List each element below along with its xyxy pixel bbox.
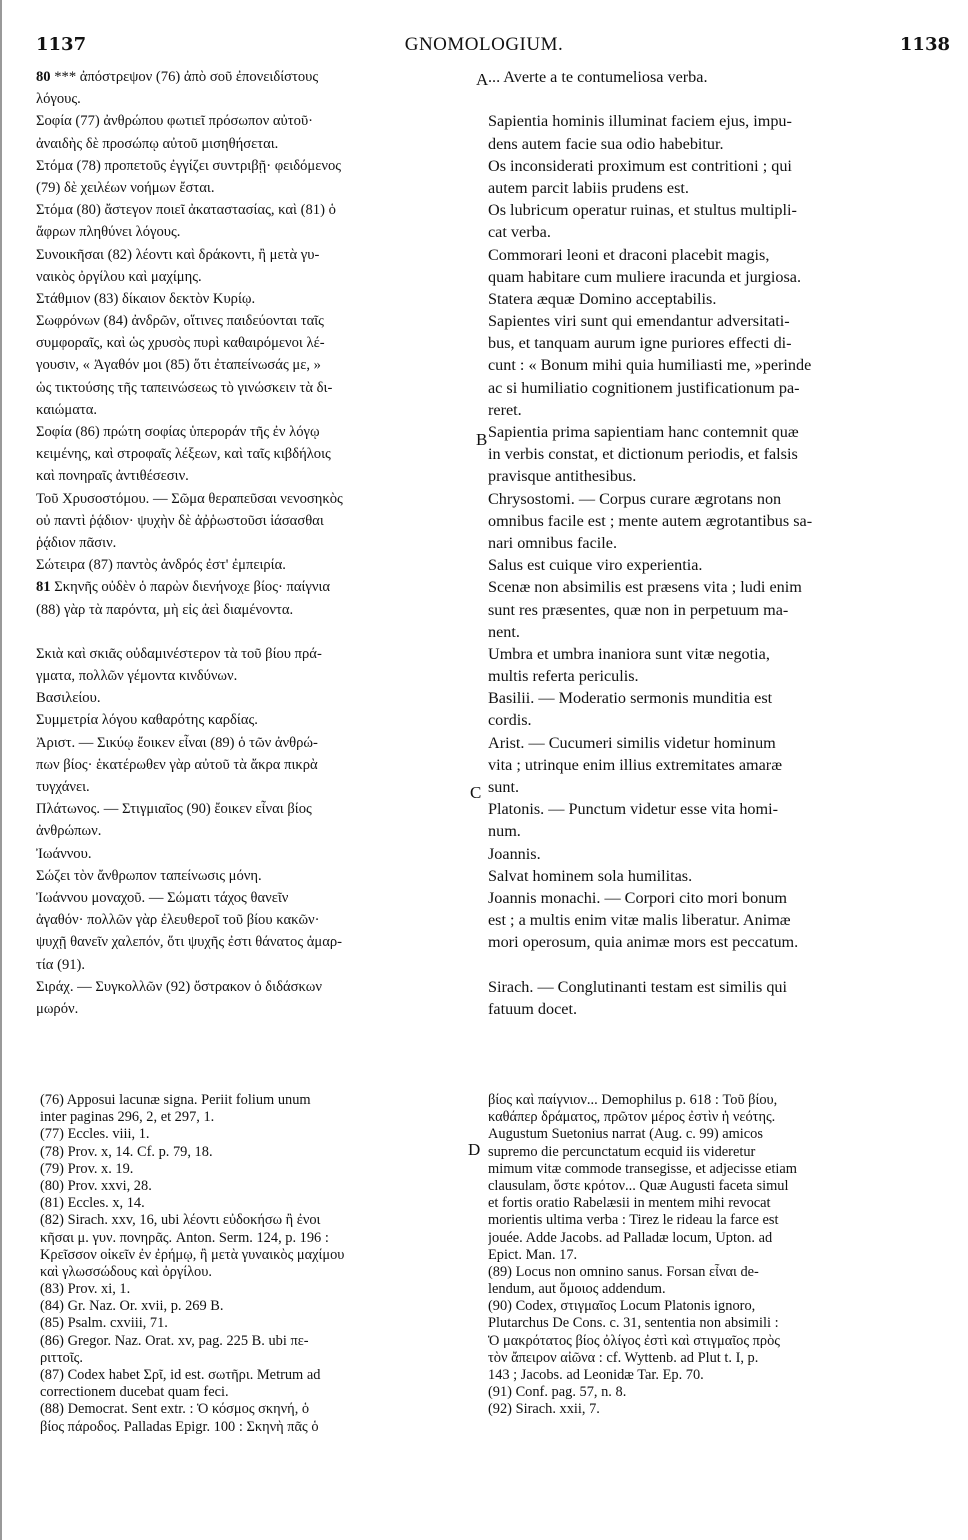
footnote-line: (84) Gr. Naz. Or. xvii, p. 269 B. xyxy=(40,1298,224,1315)
footnote-line: καθάπερ δράματος, πρῶτον μέρος ἐστὶν ἡ νεότης. xyxy=(488,1109,776,1126)
greek-text-line: (79) δὲ χειλέων νοήμων ἔσται. xyxy=(36,179,215,196)
greek-text-line: Σοφία (77) ἀνθρώπου φωτιεῖ πρόσωπον αὐτοῦ· xyxy=(36,113,314,130)
latin-text-line: fatuum docet. xyxy=(488,999,577,1018)
greek-text-line: ἄφρων πληθύνει λόγους. xyxy=(36,224,181,241)
greek-text-line: Στάθμιον (83) δίκαιον δεκτὸν Κυρίῳ. xyxy=(36,290,256,307)
greek-text-line: Βασιλείου. xyxy=(36,690,101,707)
margin-marker-d: D xyxy=(468,1140,481,1159)
greek-text-line: καὶ πονηραῖς ἀντιθέσεσιν. xyxy=(36,468,189,485)
greek-text-line: Σκιὰ καὶ σκιᾶς οὐδαμινέστερον τὰ τοῦ βίου πρά- xyxy=(36,645,322,662)
latin-text-line xyxy=(488,954,924,976)
latin-text-line: num. xyxy=(488,822,521,841)
footnote-line: mimum vitæ commode transegisse, et adjecisse etiam xyxy=(488,1160,797,1177)
greek-text-line: συμφοραῖς, καὶ ὡς χρυσὸς πυρὶ καθαιρόμενοι λέ- xyxy=(36,335,325,352)
footnote-line: supremo die percunctatum ecquid iis videretur xyxy=(488,1143,756,1160)
latin-text-line: Basilii. — Moderatio sermonis munditia est xyxy=(488,689,773,708)
latin-text-line: omnibus facile est ; mente autem ægrotantibus sa- xyxy=(488,511,813,530)
latin-text-line: bus, et tanquam aurum igne puriores effecti di- xyxy=(488,334,792,353)
latin-text-line: Chrysostomi. — Corpus curare ægrotans non xyxy=(488,489,782,508)
greek-text-line: κειμένης, καὶ στροφαῖς λέξεων, καὶ ταῖς κιβδήλοις xyxy=(36,446,331,463)
latin-text-line: nari omnibus facile. xyxy=(488,533,618,552)
footnote-line: (83) Prov. xi, 1. xyxy=(40,1281,131,1298)
latin-text-line: Arist. — Cucumeri similis videtur hominum xyxy=(488,733,776,752)
latin-text-line: Umbra et umbra inaniora sunt vitæ negotia, xyxy=(488,644,770,663)
greek-text-line: μωρόν. xyxy=(36,1000,79,1017)
greek-text-line: ναικὸς ὀργίλου καὶ μαχίμης. xyxy=(36,268,202,285)
footnote-line: κῆσαι μ. γυν. πονηρᾶς. Anton. Serm. 124, p. 196 : xyxy=(40,1229,329,1246)
latin-text-line: Commorari leoni et draconi placebit magis, xyxy=(488,245,770,264)
footnote-line: jouée. Adde Jacobs. ad Palladæ locum, Upton. ad xyxy=(488,1229,773,1246)
greek-text-line: καιώματα. xyxy=(36,401,98,418)
footnote-line: βίος καὶ παίγνιον... Demophilus p. 618 : Τοῦ βίου, xyxy=(488,1092,778,1108)
footnote-line: inter paginas 296, 2, et 297, 1. xyxy=(40,1109,215,1126)
greek-text-line: Συμμετρία λόγου καθαρότης καρδίας. xyxy=(36,712,258,729)
footnote-line: (92) Sirach. xxii, 7. xyxy=(488,1401,600,1418)
latin-text-line: ac si humiliatio cognitionem justificationum pa- xyxy=(488,378,800,397)
greek-text-line: ἀναιδὴς δὲ προσώπῳ αὐτοῦ μισηθήσεται. xyxy=(36,135,279,152)
greek-text-line: Πλάτωνος. — Στιγμιαῖος (90) ἔοικεν εἶναι βίος xyxy=(36,801,312,818)
latin-text-line: in verbis constat, et dictionum periodis, et falsis xyxy=(488,445,798,464)
greek-text-line: Ἰωάννου μοναχοῦ. — Σώματι τάχος θανεῖν xyxy=(36,889,289,906)
latin-text-line: cordis. xyxy=(488,711,532,730)
greek-text-line: Στόμα (78) προπετοῦς ἐγγίζει συντριβῇ· φειδόμενος xyxy=(36,157,342,174)
greek-text-line: Σοφία (86) πρώτη σοφίας ὑπεροράν τῆς ἐν λόγῳ xyxy=(36,424,320,440)
greek-text-line: ὡς τικτούσης τῆς ταπεινώσεως τὸ γινώσκειν τὰ δι- xyxy=(36,379,333,396)
page-edge-line xyxy=(0,0,2,1540)
footnote-line: (87) Codex habet Σρῖ, id est. σωτῆρι. Metrum ad xyxy=(40,1367,321,1383)
footnote-line: lendum, aut ὅμοιος addendum. xyxy=(488,1281,666,1298)
greek-text-line: Συνοικῆσαι (82) λέοντι καὶ δράκοντι, ἢ μετὰ γυ- xyxy=(36,246,320,263)
footnote-line: (81) Eccles. x, 14. xyxy=(40,1195,145,1212)
greek-text-line: ψυχῇ θανεῖν χαλεπόν, ὅτι ψυχῆς ἐστι θάνατος ἁμαρ- xyxy=(36,934,343,951)
greek-text-line: 81 Σκηνῆς οὐδὲν ὁ παρὼν διενήνοχε βίος· παίγνια xyxy=(36,579,331,596)
greek-text-line: 80 *** ἀπόστρεψον (76) ἀπὸ σοῦ ἐπονειδίστους xyxy=(36,69,319,85)
latin-text-line: vita ; utrinque enim illius extremitates amaræ xyxy=(488,755,782,774)
footnote-line: βίος πάροδος. Palladas Epigr. 100 : Σκηνὴ πᾶς ὁ xyxy=(40,1418,319,1435)
latin-text-line: dens autem facie sua odio habebitur. xyxy=(488,134,724,153)
latin-text-line: Scenæ non absimilis est præsens vita ; ludi enim xyxy=(488,578,802,597)
footnote-line: (78) Prov. x, 14. Cf. p. 79, 18. xyxy=(40,1143,213,1160)
footnote-line: Ὁ μακρότατος βίος ὀλίγος ἐστὶ καὶ στιγμαῖος πρὸς xyxy=(488,1332,780,1349)
greek-text-line: γματα, πολλῶν γέμοντα κινδύνων. xyxy=(36,668,238,685)
footnote-line: καὶ γλωσσώδους καὶ ὀργίλου. xyxy=(40,1263,212,1280)
footnote-line: (76) Apposui lacunæ signa. Periit folium unum xyxy=(40,1092,311,1108)
latin-text-line: cunt : « Bonum mihi quia humiliasti me, »perinde xyxy=(488,356,812,375)
latin-text-line: cat verba. xyxy=(488,223,551,242)
latin-text-line: Statera æquæ Domino acceptabilis. xyxy=(488,289,717,308)
latin-text-line: sunt. xyxy=(488,778,520,796)
footnote-line: Augustum Suetonius narrat (Aug. c. 99) amicos xyxy=(488,1126,763,1143)
page-number-right: 1138 xyxy=(899,34,950,55)
latin-text-line: est ; a multis enim vitæ malis liberatur. Animæ xyxy=(488,911,791,930)
margin-marker-b: B xyxy=(476,430,488,449)
latin-text-line: sunt res præsentes, quæ non in perpetuum ma- xyxy=(488,600,789,619)
latin-text-line: Sapientia prima sapientiam hanc contemnit quæ xyxy=(488,423,799,441)
footnote-line: correctionem ducebat quam feci. xyxy=(40,1384,229,1401)
greek-text-line: Σώτειρα (87) παντὸς ἀνδρός ἐστ' ἐμπειρία. xyxy=(36,557,286,574)
running-title: GNOMOLOGIUM. xyxy=(404,34,564,55)
section-number: 81 xyxy=(36,579,51,596)
footnotes-right xyxy=(488,1092,924,1419)
latin-text-line: Salus est cuique viro experientia. xyxy=(488,556,703,575)
latin-text-line: Joannis monachi. — Corpori cito mori bonum xyxy=(488,888,787,907)
footnote-line: (91) Conf. pag. 57, n. 8. xyxy=(488,1384,627,1401)
greek-text-line: τία (91). xyxy=(36,956,86,973)
footnote-line: morientis ultima verba : Tirez le rideau la farce est xyxy=(488,1212,779,1229)
footnote-line: (85) Psalm. cxviii, 71. xyxy=(40,1315,168,1332)
footnote-line: (89) Locus non omnino sanus. Forsan εἶναι de- xyxy=(488,1263,759,1280)
latin-text-line: mori operosum, quia animæ mors est peccatum. xyxy=(488,933,799,952)
footnote-line: (86) Gregor. Naz. Orat. xv, pag. 225 B. ubi πε- xyxy=(40,1332,309,1349)
latin-text-line: Sapientia hominis illuminat faciem ejus, impu- xyxy=(488,112,792,131)
greek-text-line: τυγχάνει. xyxy=(36,779,90,795)
latin-text-line: Platonis. — Punctum videtur esse vita homi- xyxy=(488,800,778,819)
greek-text-line: ἀγαθόν· πολλῶν γὰρ ἐλευθεροῖ τοῦ βίου κακῶν· xyxy=(36,912,320,929)
footnote-line: (80) Prov. xxvi, 28. xyxy=(40,1177,152,1194)
greek-text-line: Σώζει τὸν ἄνθρωπον ταπείνωσις μόνη. xyxy=(36,867,262,884)
footnote-line: (77) Eccles. viii, 1. xyxy=(40,1126,150,1143)
footnote-line: clausulam, ὅστε κρότον... Quæ Augusti faceta simul xyxy=(488,1177,789,1194)
greek-text-line: πων βίος· ἑκατέρωθεν γὰρ αὐτοῦ τὰ ἄκρα πικρὰ xyxy=(36,756,318,773)
greek-text-line: Στόμα (80) ἄστεγον ποιεῖ ἀκαταστασίας, καὶ (81) ὁ xyxy=(36,202,336,219)
greek-text-line xyxy=(36,621,472,643)
latin-text-line: Os inconsiderati proximum est contritioni ; qui xyxy=(488,156,792,175)
latin-text-line: multis referta periculis. xyxy=(488,667,639,686)
footnote-line: ριττοῖς. xyxy=(40,1349,83,1366)
footnote-line: Κρεῖσσον οἰκεῖν ἐν ἐρήμῳ, ἢ μετὰ γυναικὸς μαχίμου xyxy=(40,1246,345,1263)
footnotes-left xyxy=(40,1092,470,1436)
latin-text-line: nent. xyxy=(488,622,520,641)
latin-text-line: ... Averte a te contumeliosa verba. xyxy=(488,68,708,86)
latin-text-line: Os lubricum operatur ruinas, et stultus multipli- xyxy=(488,201,797,220)
footnote-line: (82) Sirach. xxv, 16, ubi λέοντι εὐδοκήσω ἢ ἐνοι xyxy=(40,1212,321,1229)
greek-text-line: ῥᾴδιον πᾶσιν. xyxy=(36,534,117,551)
footnote-line: 143 ; Jacobs. ad Leonidæ Tar. Ep. 70. xyxy=(488,1367,704,1383)
latin-text-line: reret. xyxy=(488,400,522,419)
greek-text-line: Ἀριστ. — Σικύῳ ἔοικεν εἶναι (89) ὁ τῶν ἀνθρώ- xyxy=(36,734,318,751)
latin-column xyxy=(488,66,924,1020)
latin-text-line xyxy=(488,88,924,110)
footnote-line: (79) Prov. x. 19. xyxy=(40,1160,134,1177)
latin-text-line: quam habitare cum muliere iracunda et jurgiosa. xyxy=(488,267,801,286)
greek-text-line: Σωφρόνων (84) ἀνδρῶν, οἵτινες παιδεύονται ταῖς xyxy=(36,313,324,330)
footnote-line: Epict. Man. 17. xyxy=(488,1246,578,1263)
latin-text-line: Sirach. — Conglutinanti testam est similis qui xyxy=(488,977,788,996)
section-number: 80 xyxy=(36,69,51,85)
footnote-line: (90) Codex, στιγμαῖος Locum Platonis ignoro, xyxy=(488,1298,756,1315)
latin-text-line: autem parcit labiis prudens est. xyxy=(488,178,689,197)
footnote-line: (88) Democrat. Sent extr. : Ὁ κόσμος σκηνή, ὁ xyxy=(40,1401,310,1418)
greek-text-line: ἀνθρώπων. xyxy=(36,823,102,840)
margin-marker-a: A xyxy=(476,70,489,89)
page-number-left: 1137 xyxy=(36,34,87,55)
margin-marker-c: C xyxy=(470,783,482,802)
latin-text-line: Sapientes viri sunt qui emendantur adversitati- xyxy=(488,312,790,331)
greek-column xyxy=(36,66,472,1020)
greek-text-line: Ἰωάννου. xyxy=(36,845,92,862)
latin-text-line: Salvat hominem sola humilitas. xyxy=(488,866,693,885)
greek-text-line: (88) γὰρ τὰ παρόντα, μὴ εἰς ἀεὶ διαμένοντα. xyxy=(36,601,294,618)
greek-text-line: λόγους. xyxy=(36,91,81,108)
latin-text-line: pravisque antithesibus. xyxy=(488,467,637,486)
latin-text-line: Joannis. xyxy=(488,844,541,863)
footnote-line: Plutarchus De Cons. c. 31, sententia non absimili : xyxy=(488,1315,779,1332)
footnote-line: τὸν ἄπειρον αἰῶνα : cf. Wyttenb. ad Plut t. I, p. xyxy=(488,1349,759,1366)
greek-text-line: Τοῦ Χρυσοστόμου. — Σῶμα θεραπεῦσαι νενοσηκὸς xyxy=(36,490,343,507)
greek-text-line: οὐ παντὶ ῥᾴδιον· ψυχὴν δὲ ἀῤῥωστοῦσι ἰάσασθαι xyxy=(36,512,324,529)
greek-text-line: γουσιν, « Ἀγαθόν μοι (85) ὅτι ἐταπείνωσάς με, » xyxy=(36,357,321,374)
footnote-line: et fortis oratio Rabelæsii in mentem mihi revocat xyxy=(488,1195,771,1212)
greek-text-line: Σιράχ. — Συγκολλῶν (92) ὄστρακον ὁ διδάσκων xyxy=(36,978,322,995)
